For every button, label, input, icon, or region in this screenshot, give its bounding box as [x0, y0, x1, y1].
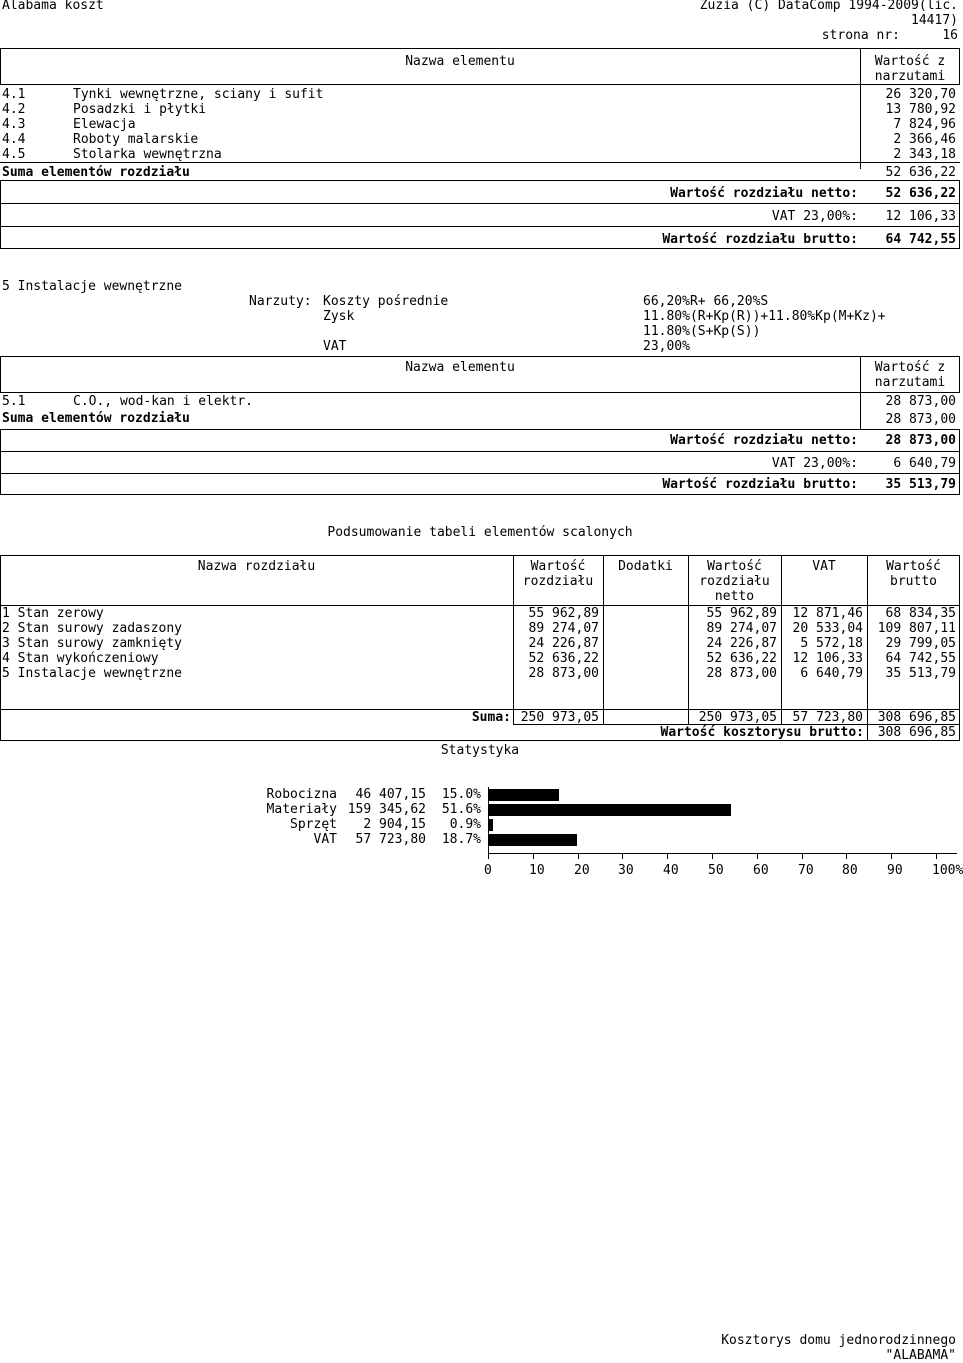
summary-col-brutto: Wartość	[886, 559, 941, 574]
row-name: Roboty malarskie	[73, 132, 199, 147]
table-cell-vat: 5 572,18	[800, 636, 863, 651]
section4-sum-value: 52 636,22	[885, 165, 956, 180]
divider	[0, 451, 960, 452]
summary-col-vat: VAT	[812, 559, 836, 574]
row-value: 13 780,92	[885, 102, 956, 117]
x-tick-mark	[578, 853, 579, 859]
row-number: 4.2	[2, 102, 26, 117]
x-tick-label: 70	[798, 863, 814, 878]
x-tick-label: 100%	[932, 863, 963, 878]
summary-col-name: Nazwa rozdziału	[197, 559, 316, 574]
table-row	[2, 102, 25, 117]
header-license: Zuzia (C) DataComp 1994-2009(lic.	[699, 0, 958, 13]
section4-brutto-label: Wartość rozdziału brutto:	[662, 232, 858, 247]
stats-percent-label: 15.0%	[441, 787, 481, 802]
table-cell-value: 24 226,87	[528, 636, 599, 651]
table-row	[2, 87, 25, 102]
summary-col-value: Wartość	[530, 559, 586, 574]
table-cell-vat: 6 640,79	[800, 666, 863, 681]
zysk-value: 11.80%(R+Kp(R))+11.80%Kp(M+Kz)+	[643, 309, 886, 324]
section4-sum-label: Suma elementów rozdziału	[2, 165, 190, 180]
x-tick-mark	[488, 853, 489, 859]
total-netto: 250 973,05	[698, 710, 777, 725]
row-name: Elewacja	[73, 117, 136, 132]
grand-total-value: 308 696,85	[877, 725, 956, 740]
table-row: 2 Stan surowy zadaszony	[2, 621, 183, 636]
divider	[0, 226, 960, 227]
stats-percent-label: 0.9%	[449, 817, 481, 832]
page-number: 16	[942, 28, 958, 43]
table-cell-netto: 52 636,22	[706, 651, 777, 666]
divider	[0, 473, 960, 474]
table-row	[2, 147, 25, 162]
row-name: C.O., wod-kan i elektr.	[73, 394, 254, 409]
row-name: Posadzki i płytki	[73, 102, 207, 117]
x-tick-mark	[846, 853, 847, 859]
summary-col-netto: Wartość	[707, 559, 762, 574]
row-value: 2 343,18	[893, 147, 956, 162]
header-license-cont: 14417)	[911, 13, 958, 28]
summary-col-value-2: rozdziału	[522, 574, 594, 589]
footer-subtitle: "ALABAMA"	[885, 1348, 956, 1363]
koszty-value: 66,20%R+ 66,20%S	[643, 294, 769, 309]
section5-col-value: Wartość z	[874, 360, 946, 375]
x-tick-mark	[712, 853, 713, 859]
summary-col-extras: Dodatki	[618, 559, 673, 574]
stats-category-label: Robocizna	[266, 787, 337, 802]
x-tick-mark	[936, 853, 937, 859]
table-cell-value: 52 636,22	[528, 651, 599, 666]
y-axis	[488, 787, 489, 853]
koszty-label: Koszty pośrednie	[323, 294, 449, 309]
row-number: 5.1	[2, 394, 26, 409]
table-cell-brutto: 35 513,79	[885, 666, 956, 681]
x-axis	[488, 853, 957, 854]
section4-col-value-2: narzutami	[874, 69, 946, 84]
stats-bar	[489, 834, 577, 846]
table-cell-value: 55 962,89	[528, 606, 599, 621]
stats-title: Statystyka	[440, 743, 520, 758]
section4-col-value: Wartość z	[874, 54, 946, 69]
summary-col-netto-2: rozdziału	[699, 574, 770, 589]
x-tick-mark	[802, 853, 803, 859]
page-number-line	[822, 28, 958, 43]
table-row: 5 Instalacje wewnętrzne	[2, 666, 183, 681]
table-row	[2, 117, 25, 132]
row-value: 28 873,00	[885, 394, 956, 409]
table-cell-netto: 24 226,87	[706, 636, 777, 651]
total-value: 250 973,05	[520, 710, 599, 725]
summary-col-brutto-2: brutto	[890, 574, 937, 589]
x-tick-label: 80	[842, 863, 858, 878]
stats-amount-label: 159 345,62	[347, 802, 426, 817]
section5-title: 5 Instalacje wewnętrzne	[2, 279, 183, 294]
total-brutto: 308 696,85	[877, 710, 956, 725]
header-left: Alabama koszt	[2, 0, 104, 13]
x-tick-label: 40	[663, 863, 679, 878]
x-tick-label: 20	[574, 863, 590, 878]
x-tick-mark	[622, 853, 623, 859]
table-cell-value: 28 873,00	[528, 666, 599, 681]
page-label: strona nr:	[821, 28, 900, 43]
table-cell-netto: 28 873,00	[706, 666, 777, 681]
zysk-value-cont: 11.80%(S+Kp(S))	[643, 324, 761, 339]
vat-rate-value: 23,00%	[643, 339, 690, 354]
stats-bar	[489, 789, 559, 801]
x-tick-mark	[757, 853, 758, 859]
table-cell-value: 89 274,07	[528, 621, 599, 636]
section5-col-name: Nazwa elementu	[405, 360, 515, 375]
divider	[0, 203, 960, 204]
section4-netto-label: Wartość rozdziału netto:	[670, 186, 858, 201]
row-number: 4.5	[2, 147, 26, 162]
section4-vat-label: VAT 23,00%:	[771, 209, 858, 224]
stats-bar	[489, 804, 731, 816]
x-tick-label: 30	[618, 863, 634, 878]
x-tick-label: 90	[887, 863, 903, 878]
total-vat: 57 723,80	[792, 710, 863, 725]
section5-sum-label: Suma elementów rozdziału	[2, 411, 190, 426]
section5-brutto-value: 35 513,79	[885, 477, 956, 492]
table-cell-netto: 55 962,89	[706, 606, 777, 621]
narzuty-label: Narzuty:	[249, 294, 312, 309]
vat-rate-label: VAT	[323, 339, 347, 354]
row-value: 2 366,46	[893, 132, 956, 147]
section5-brutto-label: Wartość rozdziału brutto:	[662, 477, 858, 492]
table-row	[2, 132, 25, 147]
table-row: 4 Stan wykończeniowy	[2, 651, 159, 666]
row-number: 4.3	[2, 117, 26, 132]
grand-total-label: Wartość kosztorysu brutto:	[660, 725, 864, 740]
row-number: 4.1	[2, 87, 26, 102]
section4-col-name: Nazwa elementu	[405, 54, 515, 69]
row-number: 4.4	[2, 132, 26, 147]
section5-sum-value: 28 873,00	[885, 412, 956, 427]
footer-title: Kosztorys domu jednorodzinnego	[721, 1333, 956, 1348]
col-divider	[603, 555, 604, 724]
row-name: Stolarka wewnętrzna	[73, 147, 222, 162]
section5-netto-value: 28 873,00	[885, 433, 956, 448]
summary-col-netto-3: netto	[714, 589, 755, 604]
stats-percent-label: 18.7%	[441, 832, 481, 847]
section5-vat-label: VAT 23,00%:	[771, 456, 858, 471]
table-cell-brutto: 109 807,11	[877, 621, 956, 636]
section4-brutto-value: 64 742,55	[885, 232, 956, 247]
table-row: 1 Stan zerowy	[2, 606, 104, 621]
zysk-label: Zysk	[323, 309, 355, 324]
table-cell-brutto: 64 742,55	[885, 651, 956, 666]
row-value: 7 824,96	[893, 117, 956, 132]
stats-category-label: Materiały	[266, 802, 337, 817]
x-tick-mark	[533, 853, 534, 859]
row-value: 26 320,70	[885, 87, 956, 102]
summary-title: Podsumowanie tabeli elementów scalonych	[327, 525, 633, 540]
stats-category-label: VAT	[313, 832, 337, 847]
table-row: 3 Stan surowy zamknięty	[2, 636, 183, 651]
section4-netto-value: 52 636,22	[885, 186, 956, 201]
stats-amount-label: 2 904,15	[363, 817, 426, 832]
table-cell-netto: 89 274,07	[706, 621, 777, 636]
row-name: Tynki wewnętrzne, sciany i sufit	[73, 87, 324, 102]
total-label: Suma:	[471, 710, 511, 725]
table-cell-vat: 20 533,04	[792, 621, 863, 636]
section5-vat-value: 6 640,79	[893, 456, 956, 471]
stats-category-label: Sprzęt	[290, 817, 337, 832]
section4-vat-value: 12 106,33	[885, 209, 956, 224]
stats-percent-label: 51.6%	[441, 802, 481, 817]
x-tick-label: 50	[708, 863, 724, 878]
stats-bar	[489, 819, 493, 831]
table-cell-vat: 12 106,33	[792, 651, 863, 666]
table-cell-vat: 12 871,46	[792, 606, 863, 621]
x-tick-mark	[667, 853, 668, 859]
section5-col-value-2: narzutami	[874, 375, 946, 390]
x-tick-label: 10	[529, 863, 545, 878]
stats-amount-label: 46 407,15	[355, 787, 426, 802]
section4-sum-rule	[0, 162, 960, 163]
stats-amount-label: 57 723,80	[355, 832, 426, 847]
x-tick-label: 0	[484, 863, 492, 878]
section5-netto-label: Wartość rozdziału netto:	[670, 433, 858, 448]
x-tick-mark	[891, 853, 892, 859]
table-cell-brutto: 68 834,35	[885, 606, 956, 621]
table-cell-brutto: 29 799,05	[885, 636, 956, 651]
x-tick-label: 60	[753, 863, 769, 878]
